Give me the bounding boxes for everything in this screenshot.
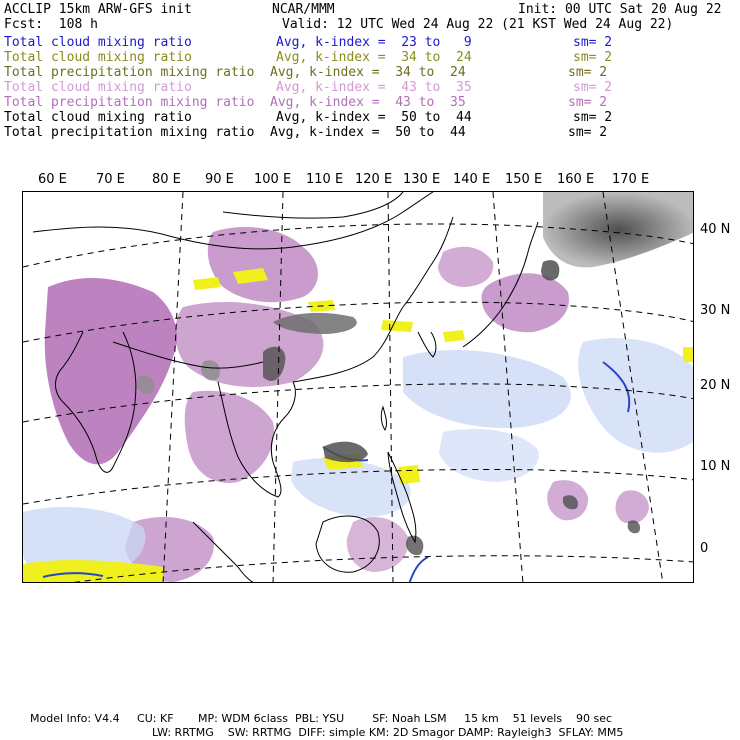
legend-sm-6: sm= 2	[573, 110, 613, 125]
lon-label-80e: 80 E	[152, 172, 181, 187]
cloud-patch-yellow	[443, 330, 465, 342]
cloud-band-gray	[628, 520, 640, 533]
lat-label-30n: 30 N	[700, 303, 731, 318]
cloud-patch-purple	[185, 391, 274, 483]
lon-label-160e: 160 E	[557, 172, 595, 187]
lon-label-70e: 70 E	[96, 172, 125, 187]
lon-label-140e: 140 E	[453, 172, 491, 187]
border-mongolia	[223, 192, 403, 218]
legend-avg-6: Avg, k-index = 50 to 44	[276, 110, 472, 125]
footer-model-info-1: Model Info: V4.4 CU: KF MP: WDM 6class PBL: YSU SF: Noah LSM 15 km 51 levels 90 sec	[30, 712, 613, 725]
forecast-hour: Fcst: 108 h	[4, 17, 98, 32]
cloud-patch-yellow	[381, 320, 413, 332]
legend-sm-4: sm= 2	[573, 80, 613, 95]
init-time: Init: 00 UTC Sat 20 Aug 22	[518, 2, 722, 17]
lon-label-150e: 150 E	[505, 172, 543, 187]
cloud-patch-yellow	[193, 277, 221, 290]
lat-label-40n: 40 N	[700, 222, 731, 237]
cloud-patch-purple	[438, 247, 493, 287]
cloud-mass-gray	[543, 192, 694, 267]
cloud-patch-purple	[616, 490, 650, 523]
map-canvas	[23, 192, 694, 583]
cloud-patch-lightblue	[403, 350, 571, 428]
footer-model-info-2: LW: RRTMG SW: RRTMG DIFF: simple KM: 2D Smagor DAMP: Rayleigh3 SFLAY: MM5	[152, 726, 624, 739]
lon-label-130e: 130 E	[403, 172, 441, 187]
legend-sm-3: sm= 2	[568, 65, 608, 80]
lat-label-20n: 20 N	[700, 378, 731, 393]
cloud-patch-lightblue	[578, 338, 693, 452]
cloud-band-gray	[541, 260, 559, 280]
legend-avg-3: Avg, k-index = 34 to 24	[270, 65, 466, 80]
lat-label-0: 0	[700, 541, 709, 556]
map-panel	[22, 191, 694, 583]
legend-sm-1: sm= 2	[573, 35, 613, 50]
cloud-band-gray	[406, 536, 423, 555]
legend-avg-5: Avg, k-index = 43 to 35	[270, 95, 466, 110]
coastline-taiwan	[381, 407, 386, 430]
lon-label-110e: 110 E	[306, 172, 344, 187]
legend-field-4: Total cloud mixing ratio	[4, 80, 192, 95]
lon-label-60e: 60 E	[38, 172, 67, 187]
legend-field-1: Total cloud mixing ratio	[4, 35, 192, 50]
legend-field-5: Total precipitation mixing ratio	[4, 95, 255, 110]
lat-label-10n: 10 N	[700, 459, 731, 474]
cloud-patch-lightblue	[439, 429, 539, 482]
legend-field-6: Total cloud mixing ratio	[4, 110, 192, 125]
legend-field-2: Total cloud mixing ratio	[4, 50, 192, 65]
title-left: ACCLIP 15km ARW-GFS init	[4, 2, 192, 17]
legend-avg-1: Avg, k-index = 23 to 9	[276, 35, 472, 50]
valid-time: Valid: 12 UTC Wed 24 Aug 22 (21 KST Wed 24 Aug 22)	[282, 17, 674, 32]
legend-avg-2: Avg, k-index = 34 to 24	[276, 50, 472, 65]
lon-label-170e: 170 E	[612, 172, 650, 187]
legend-sm-7: sm= 2	[568, 125, 608, 140]
cloud-patch-yellow	[683, 347, 694, 362]
legend-avg-7: Avg, k-index = 50 to 44	[270, 125, 466, 140]
legend-sm-5: sm= 2	[568, 95, 608, 110]
cloud-patch-purple	[347, 517, 409, 572]
lon-label-100e: 100 E	[254, 172, 292, 187]
cloud-patch-purple	[208, 227, 318, 302]
cloud-band-gray	[323, 442, 368, 462]
legend-sm-2: sm= 2	[573, 50, 613, 65]
cloud-patch-purple	[45, 278, 177, 464]
lon-label-90e: 90 E	[205, 172, 234, 187]
legend-avg-4: Avg, k-index = 43 to 35	[276, 80, 472, 95]
legend-field-7: Total precipitation mixing ratio	[4, 125, 255, 140]
title-center: NCAR/MMM	[272, 2, 335, 17]
legend-field-3: Total precipitation mixing ratio	[4, 65, 255, 80]
lon-label-120e: 120 E	[355, 172, 393, 187]
cloud-band-blue	[408, 557, 428, 583]
